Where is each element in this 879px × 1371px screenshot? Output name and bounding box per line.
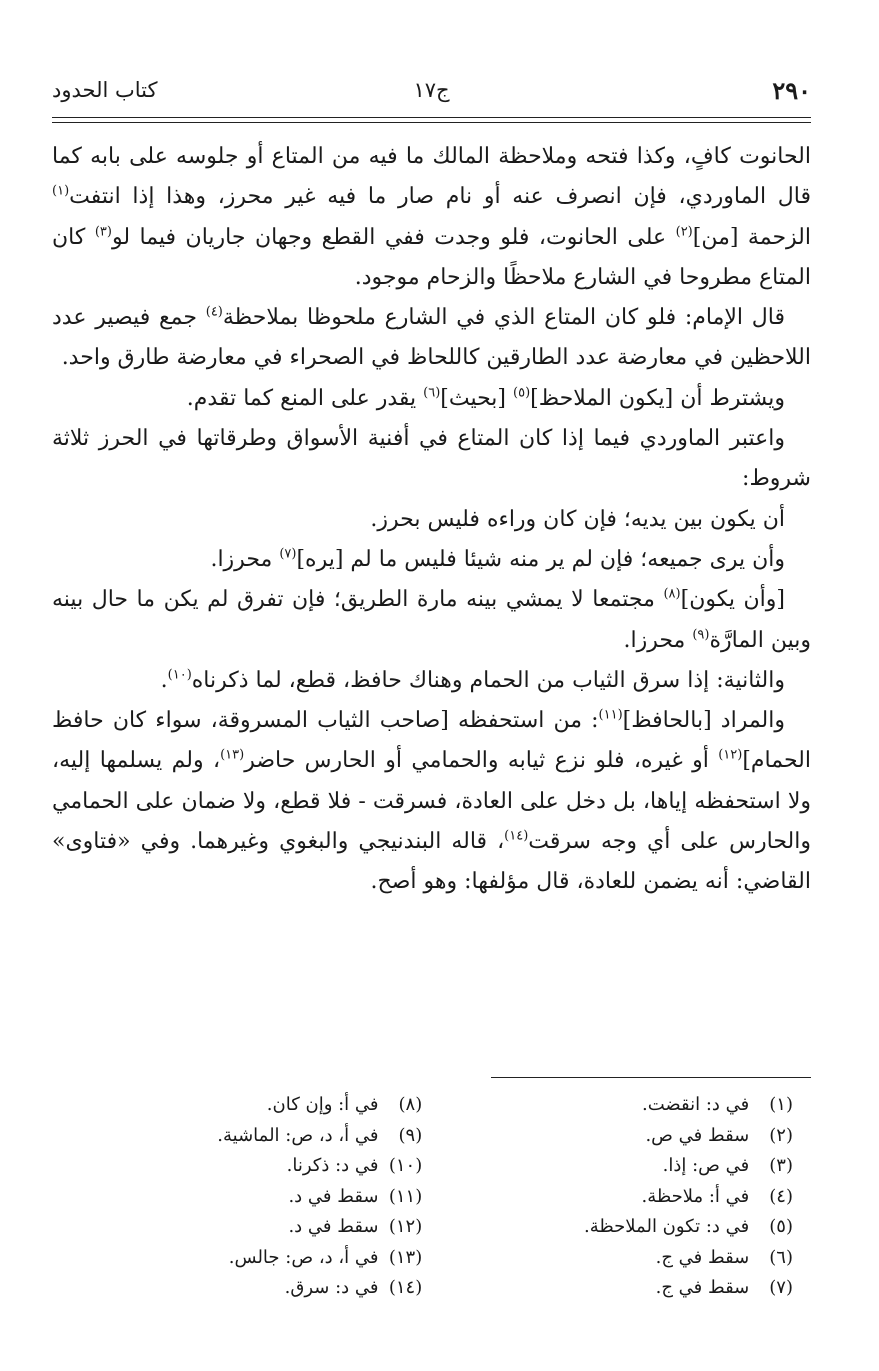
- footnote-text: سقط في د.: [288, 1216, 379, 1237]
- footnote-marker: (١٤): [504, 828, 529, 844]
- footnote-number: (٦): [769, 1246, 793, 1268]
- footnote-item: [80, 1090, 422, 1121]
- book-title: كتاب الحدود: [52, 78, 158, 102]
- text-span: [بحيث]: [440, 385, 513, 411]
- footnote-text: في د: انقضت.: [642, 1094, 750, 1115]
- footnote-number: (٣): [769, 1155, 793, 1176]
- text-span: قال الإمام: فلو كان المتاع الذي في الشارع ملحوظا بملاحظة: [222, 305, 785, 331]
- footnote-marker: (١٢): [718, 748, 743, 764]
- text-span: والثانية: إذا سرق الثياب من الحمام وهناك حافظ، قطع، لما ذكرناه: [191, 667, 785, 693]
- footnote-number: (٢): [769, 1124, 793, 1146]
- footnote-item: [80, 1273, 422, 1304]
- main-text: [52, 137, 811, 903]
- text-span: ، ولم يسلمها إليه، ولا استحفظه إياها، بل دخل على العادة، فسرقت - فلا قطع، ولا ضمان على الحمامي والحارس على أي وجه سرقت: [52, 748, 811, 855]
- footnote-separator: [491, 1077, 811, 1078]
- text-span: محرزا.: [623, 627, 693, 653]
- text-span: على الحانوت، فلو وجدت ففي القطع وجهان جاريان فيما لو: [111, 224, 676, 250]
- text-span: وأن يرى جميعه؛ فإن لم ير منه شيئا فليس ما لم [يره]: [296, 546, 785, 572]
- footnotes-left-column: [80, 1090, 422, 1304]
- text-span: أو غيره، فلو نزع ثيابه والحمامي أو الحارس حاضر: [244, 748, 719, 774]
- footnote-number: (١): [769, 1094, 793, 1115]
- footnote-text: سقط في ج.: [655, 1246, 750, 1268]
- footnotes-right-column: [451, 1090, 793, 1304]
- text-span: والمراد [بالحافظ]: [622, 708, 785, 734]
- text-span: محرزا.: [210, 546, 280, 572]
- paragraph: [52, 661, 811, 701]
- text-span: .: [160, 667, 168, 693]
- footnote-marker: (١٠): [167, 667, 192, 683]
- footnote-number: (١٤): [388, 1277, 423, 1298]
- footnote-text: سقط في ص.: [645, 1124, 750, 1146]
- footnote-item: [80, 1182, 422, 1213]
- text-span: [وأن يكون]: [680, 587, 785, 613]
- footnote-number: (٥): [769, 1216, 793, 1237]
- footnote-number: (١٣): [388, 1246, 423, 1268]
- footnote-item: [80, 1212, 422, 1243]
- footnote-marker: (٢): [675, 224, 693, 240]
- footnote-text: في ص: إذا.: [662, 1155, 750, 1176]
- page-header: [52, 72, 811, 112]
- footnote-marker: (١): [52, 183, 70, 199]
- footnote-item: [451, 1121, 793, 1152]
- footnote-marker: (٦): [423, 385, 441, 401]
- footnote-marker: (٤): [205, 304, 223, 320]
- footnote-item: [451, 1182, 793, 1213]
- paragraph: أن يكون بين يديه؛ فإن كان وراءه فليس بحرز.: [370, 506, 785, 532]
- footnote-number: (١٠): [388, 1155, 423, 1176]
- footnote-text: في أ: وإن كان.: [266, 1094, 379, 1115]
- paragraph: [52, 540, 811, 580]
- paragraph: [52, 298, 811, 379]
- footnote-marker: (٣): [94, 224, 112, 240]
- footnote-number: (٤): [769, 1185, 793, 1207]
- footnote-number: (٧): [769, 1277, 793, 1298]
- footnote-item: [451, 1243, 793, 1274]
- footnote-item: [80, 1151, 422, 1182]
- text-span: ويشترط أن [يكون الملاحظ]: [530, 385, 785, 411]
- footnote-marker: (٨): [663, 586, 681, 602]
- text-span: ، قاله البندنيجي والبغوي وغيرهما. وفي «فتاوى» القاضي: أنه يضمن للعادة، قال مؤلفها: وهو أصح.: [52, 829, 811, 895]
- header-rule-top: [52, 117, 811, 118]
- footnote-marker: (٩): [692, 627, 710, 643]
- footnote-marker: (٥): [513, 385, 531, 401]
- footnote-text: في أ: ملاحظة.: [641, 1185, 750, 1207]
- footnote-marker: (١١): [598, 707, 623, 723]
- text-span: كان المتاع مطروحا في الشارع ملاحظًا والزحام موجود.: [52, 224, 811, 290]
- footnote-item: [451, 1273, 793, 1304]
- footnote-number: (١٢): [388, 1216, 423, 1237]
- footnote-item: [80, 1243, 422, 1274]
- text-span: مجتمعا لا يمشي بينه مارة الطريق؛ فإن تفرق لم يكن ما حال بينه وبين المارَّة: [52, 587, 811, 653]
- paragraph: واعتبر الماوردي فيما إذا كان المتاع في أفنية الأسواق وطرقاتها في الحرز ثلاثة شروط:: [52, 426, 811, 492]
- footnote-marker: (٧): [279, 546, 297, 562]
- footnote-number: (٨): [398, 1094, 423, 1115]
- text-span: جمع فيصير عدد اللاحظين في معارضة عدد الطارقين كاللحاظ في الصحراء في معارضة طارق واحد.: [52, 305, 811, 371]
- footnote-text: في د: ذكرنا.: [286, 1155, 379, 1176]
- header-rule-bottom: [52, 122, 811, 123]
- paragraph: [52, 580, 811, 661]
- footnote-number: (١١): [388, 1185, 423, 1207]
- page-number: ٢٩٠: [772, 76, 811, 105]
- footnote-text: سقط في ج.: [655, 1277, 750, 1298]
- footnote-text: سقط في د.: [288, 1185, 379, 1207]
- footnote-marker: (١٣): [220, 748, 245, 764]
- footnote-text: في د: سرق.: [284, 1277, 379, 1298]
- footnote-text: في أ، د، ص: الماشية.: [217, 1124, 379, 1146]
- text-span: : من استحفظه [صاحب الثياب المسروقة، سواء كان حافظ الحمام]: [52, 708, 811, 774]
- volume-label: ج١٧: [413, 78, 450, 102]
- footnote-item: [80, 1121, 422, 1152]
- text-span: الزحمة [من]: [692, 224, 811, 250]
- text-span: الحانوت كافٍ، وكذا فتحه وملاحظة المالك ما فيه من المتاع أو جلوسه على بابه كما قال الماوردي، فإن انصرف عنه أو نام صار ما فيه غير محرز، وهذا إذا انتفت: [52, 144, 811, 210]
- footnote-item: [451, 1212, 793, 1243]
- footnote-item: [451, 1151, 793, 1182]
- footnote-text: في د: تكون الملاحظة.: [584, 1216, 750, 1237]
- paragraph: [52, 379, 811, 419]
- footnote-number: (٩): [398, 1124, 423, 1146]
- paragraph: [52, 137, 811, 298]
- footnote-item: [451, 1090, 793, 1121]
- paragraph: [52, 701, 811, 902]
- footnote-text: في أ، د، ص: جالس.: [228, 1246, 379, 1268]
- text-span: يقدر على المنع كما تقدم.: [186, 385, 424, 411]
